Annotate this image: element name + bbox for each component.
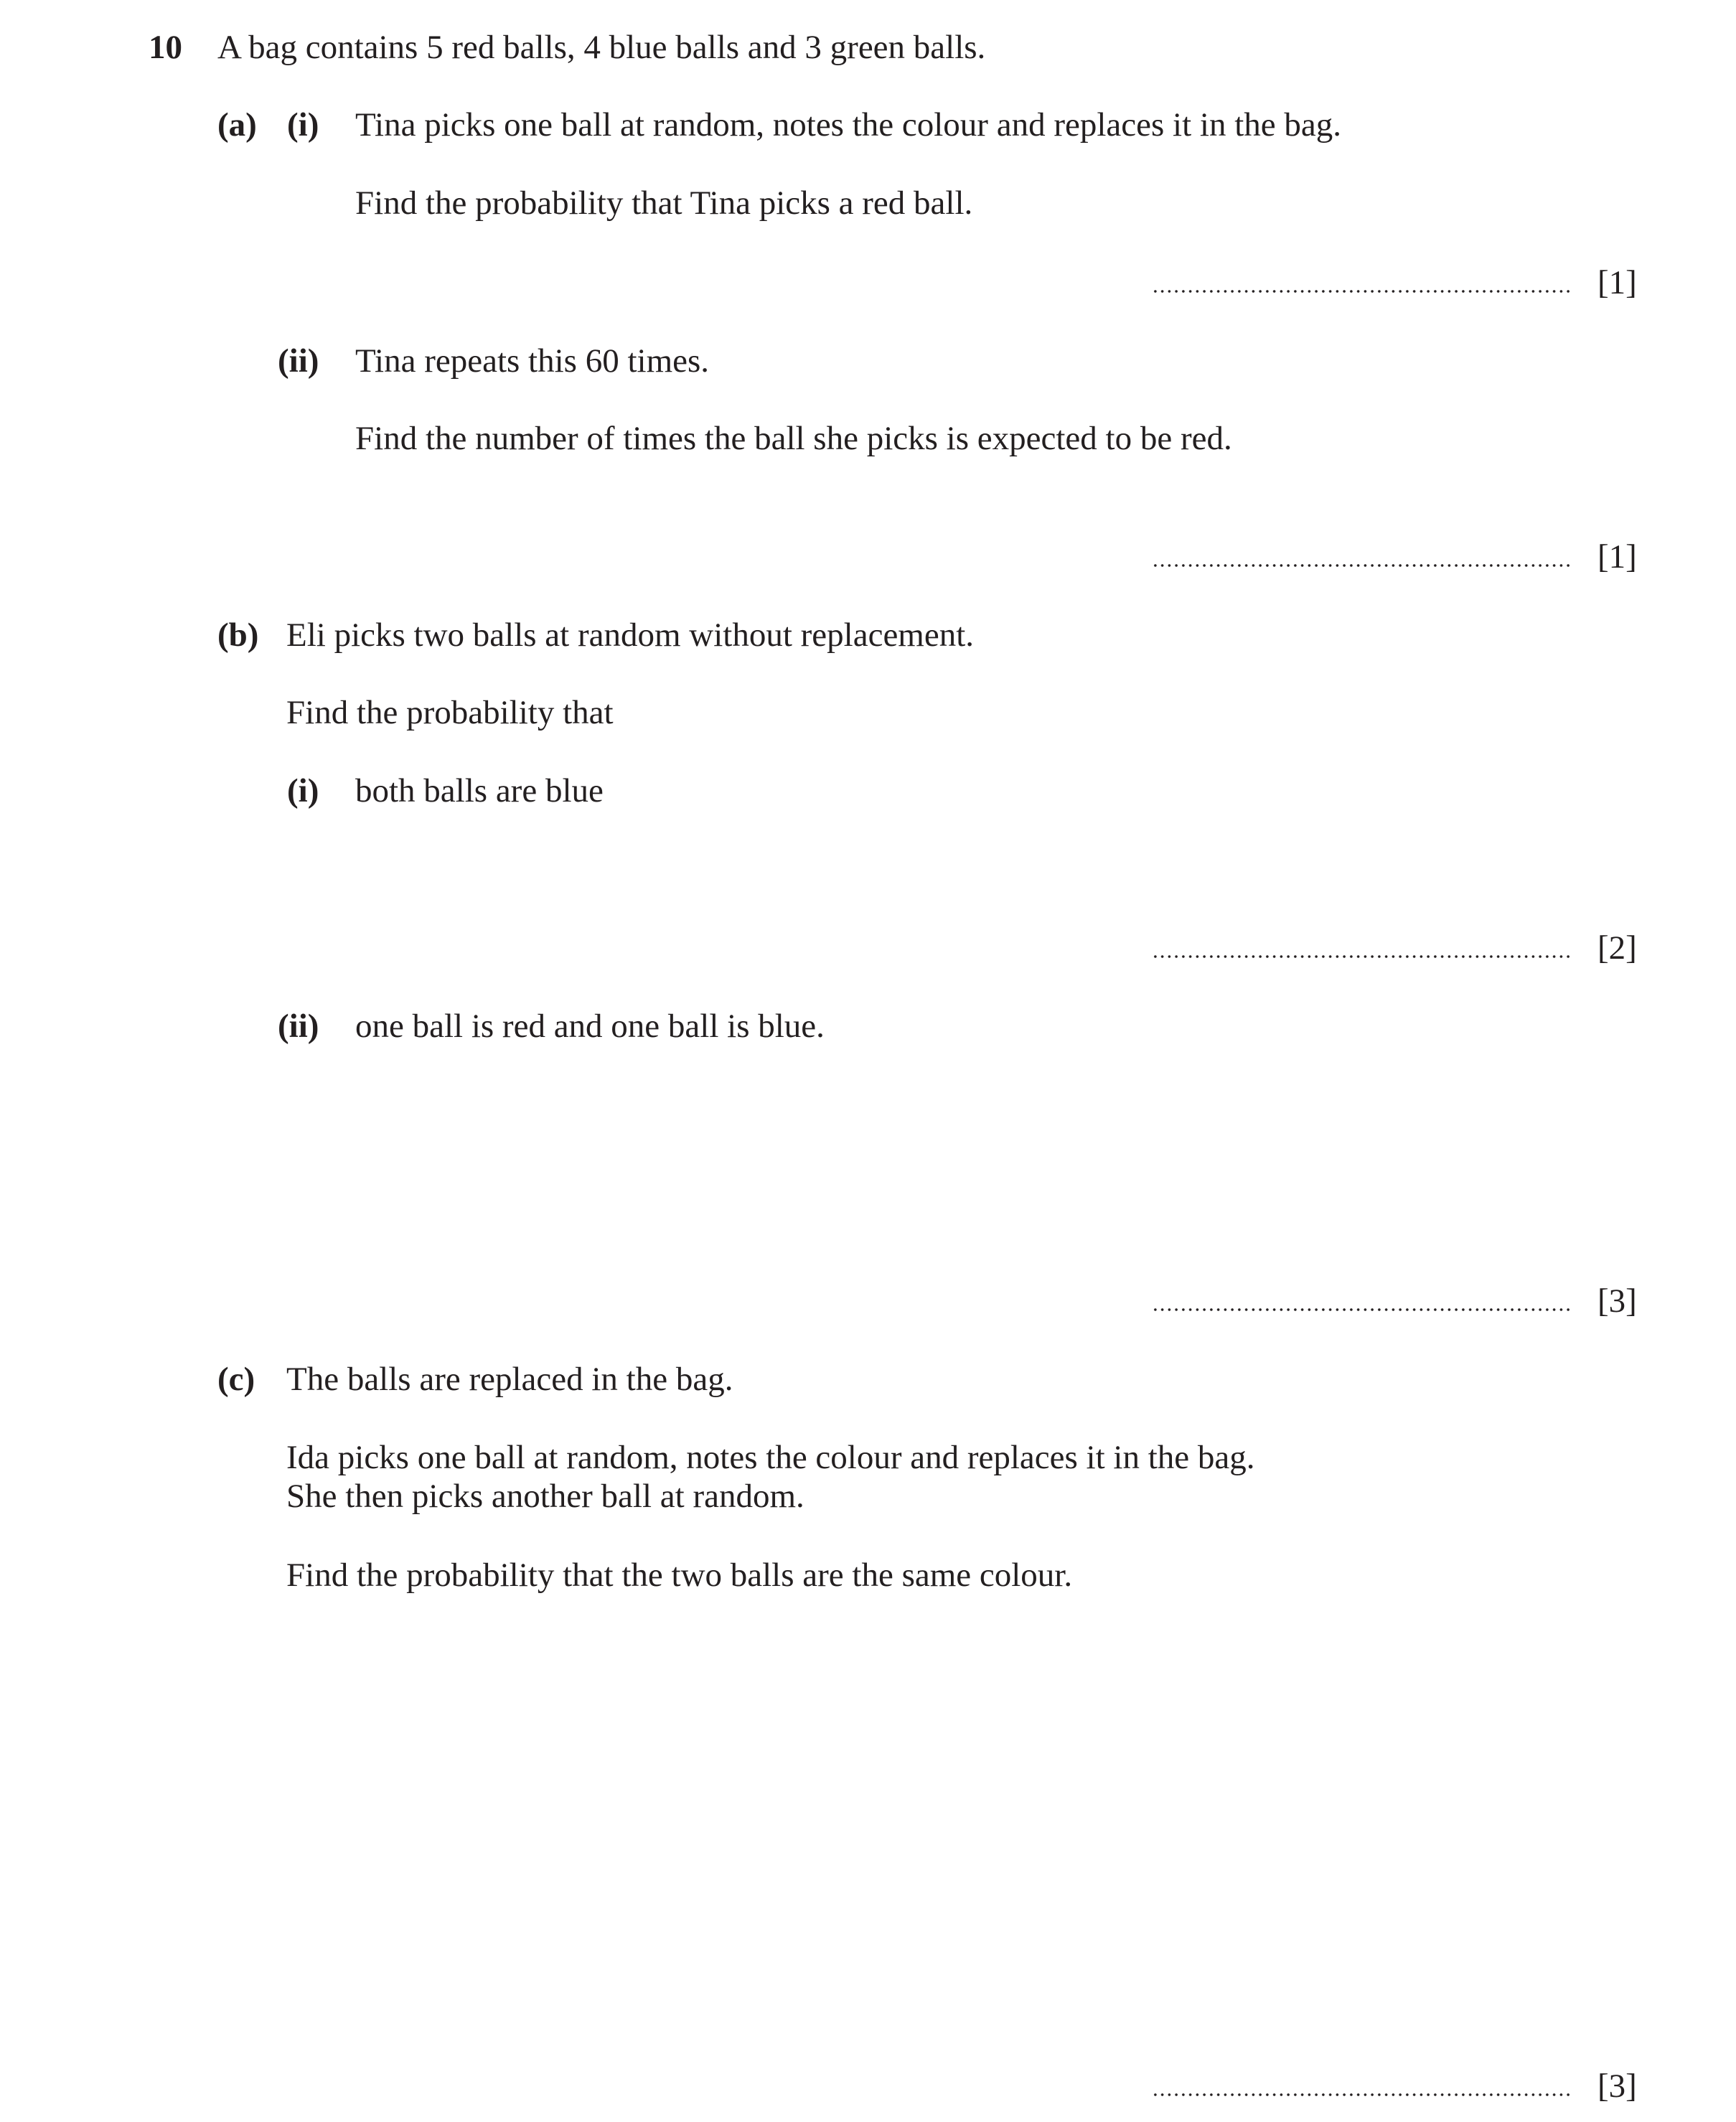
part-a-i-question: Find the probability that Tina picks a red ball. — [355, 184, 973, 222]
marks-b-ii: [3] — [1597, 1282, 1637, 1320]
part-a-i-label: (i) — [287, 106, 319, 144]
marks-b-i: [2] — [1597, 929, 1637, 967]
part-b-label: (b) — [217, 616, 259, 654]
answer-line-b-i[interactable] — [1152, 955, 1572, 958]
part-b-i-text: both balls are blue — [355, 772, 604, 809]
part-a-ii-text: Tina repeats this 60 times. — [355, 342, 710, 380]
marks-c: [3] — [1597, 2067, 1637, 2105]
part-c-text: The balls are replaced in the bag. — [286, 1361, 733, 1398]
answer-line-a-i[interactable] — [1152, 290, 1572, 293]
answer-line-b-ii[interactable] — [1152, 1308, 1572, 1311]
part-c-label: (c) — [217, 1361, 255, 1398]
part-b-i-label: (i) — [287, 772, 319, 809]
part-a-ii-label: (ii) — [278, 342, 319, 380]
part-b-ii-label: (ii) — [278, 1008, 319, 1045]
part-b-question: Find the probability that — [286, 694, 614, 731]
question-number: 10 — [149, 29, 182, 66]
answer-line-a-ii[interactable] — [1152, 564, 1572, 567]
part-a-label: (a) — [217, 106, 257, 144]
answer-line-c[interactable] — [1152, 2093, 1572, 2096]
part-b-ii-text: one ball is red and one ball is blue. — [355, 1008, 825, 1045]
part-c-question: Find the probability that the two balls are the same colour. — [286, 1557, 1073, 1594]
part-c-text-2: Ida picks one ball at random, notes the colour and replaces it in the bag. — [286, 1439, 1255, 1476]
part-a-ii-question: Find the number of times the ball she picks is expected to be red. — [355, 420, 1232, 457]
marks-a-ii: [1] — [1597, 538, 1637, 576]
marks-a-i: [1] — [1597, 264, 1637, 301]
part-a-i-text: Tina picks one ball at random, notes the colour and replaces it in the bag. — [355, 106, 1341, 144]
part-c-text-3: She then picks another ball at random. — [286, 1478, 804, 1515]
part-b-text: Eli picks two balls at random without replacement. — [286, 616, 975, 654]
question-stem: A bag contains 5 red balls, 4 blue balls and 3 green balls. — [217, 29, 986, 66]
